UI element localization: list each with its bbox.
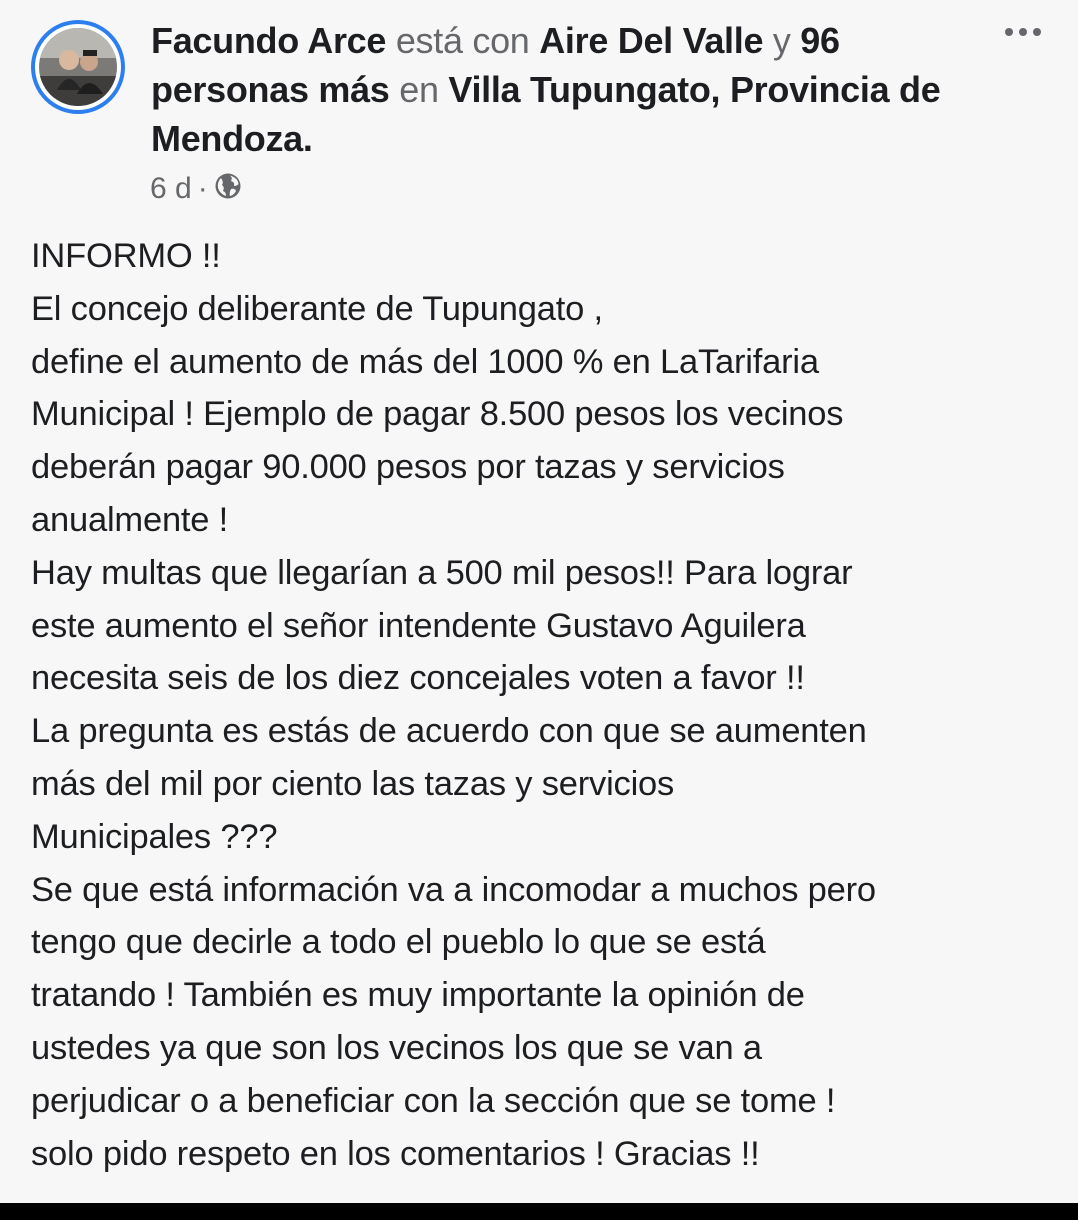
body-line: deberán pagar 90.000 pesos por tazas y servicios	[31, 448, 785, 487]
tagged-person[interactable]: Aire Del Valle	[539, 20, 764, 61]
body-line: El concejo deliberante de Tupungato ,	[31, 289, 603, 328]
post-body	[31, 230, 1061, 1180]
others-label: personas más	[151, 69, 390, 110]
body-line: necesita seis de los diez concejales voten a favor !!	[31, 659, 805, 698]
body-line: INFORMO !!	[31, 237, 221, 275]
location-link[interactable]: Villa Tupungato, Provincia de Mendoza	[151, 69, 941, 159]
body-line: Municipal ! Ejemplo de pagar 8.500 pesos los vecinos	[31, 395, 844, 434]
body-line: más del mil por ciento las tazas y servicios	[31, 764, 675, 803]
body-line: ustedes ya que son los vecinos los que se van a	[31, 1028, 762, 1067]
timestamp[interactable]: 6 d	[150, 172, 192, 205]
trailing-period: .	[302, 118, 313, 159]
others-count: 96	[800, 20, 840, 61]
more-options-icon	[1005, 28, 1013, 36]
body-line: perjudicar o a beneficiar con la sección que se tome !	[31, 1081, 836, 1120]
body-line: La pregunta es estás de acuerdo con que se aumenten	[31, 712, 867, 751]
in-label: en	[399, 69, 439, 110]
body-line: solo pido respeto en los comentarios ! Gracias !!	[31, 1134, 760, 1173]
body-line: tengo que decirle a todo el pueblo lo que se está	[31, 923, 766, 962]
avatar-photo	[39, 28, 117, 106]
more-options-dot	[1019, 28, 1027, 36]
screen-bottom-bar	[0, 1203, 1078, 1220]
body-line: Hay multas que llegarían a 500 mil pesos!! Para lograr	[31, 553, 853, 592]
body-line: este aumento el señor intendente Gustavo Aguilera	[31, 606, 806, 645]
with-label: está con	[395, 20, 530, 61]
globe-icon[interactable]	[214, 172, 242, 208]
author-avatar[interactable]	[31, 20, 125, 114]
post-header	[151, 16, 971, 163]
post-meta	[150, 170, 242, 208]
body-line: Municipales ???	[31, 817, 278, 856]
body-line: define el aumento de más del 1000 % en LaTarifaria	[31, 342, 819, 381]
more-options-dot	[1033, 28, 1041, 36]
body-line: anualmente !	[31, 500, 229, 539]
author-name[interactable]: Facundo Arce	[151, 20, 387, 61]
meta-separator: ·	[197, 172, 208, 205]
more-options-button[interactable]	[1005, 22, 1055, 42]
body-line: Se que está información va a incomodar a muchos pero	[31, 870, 876, 909]
and-label: y	[772, 20, 791, 61]
body-line: tratando ! También es muy importante la opinión de	[31, 976, 805, 1015]
